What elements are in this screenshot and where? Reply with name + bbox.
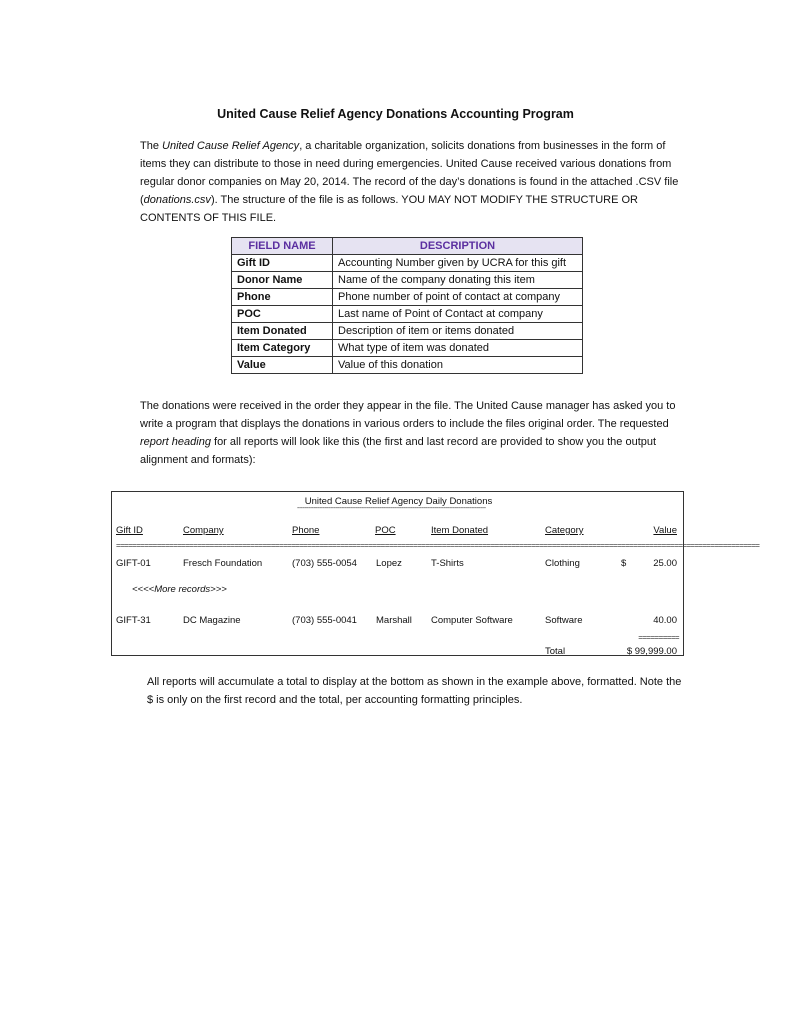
intro-text-2: , a charitable organization, solicits donations from businesses in the form of items they can distribute to those in need during emergencies. United Cause received various donations from regular donor companies on May 20, 2014. The record of the day’s donations is found in the attached .CSV file ( xyxy=(140,140,679,206)
header-description: DESCRIPTION xyxy=(333,238,583,255)
field-name: Phone xyxy=(232,289,333,306)
row1-dollar: $ xyxy=(621,558,627,569)
field-description: Last name of Point of Contact at company xyxy=(333,306,583,323)
field-description: Name of the company donating this item xyxy=(333,272,583,289)
row1-gift-id: GIFT-01 xyxy=(116,558,151,569)
col-header-company: Company xyxy=(183,525,224,536)
row2-category: Software xyxy=(545,615,583,626)
middle-text-1: The donations were received in the order they appear in the file. The United Cause manager has asked you to write a program that displays the donations in various orders to include the files original order. The requested xyxy=(140,400,676,430)
row1-company: Fresch Foundation xyxy=(183,558,263,569)
total-separator: ========== xyxy=(638,633,679,642)
field-name: Item Donated xyxy=(232,323,333,340)
table-row xyxy=(232,272,583,289)
table-row xyxy=(232,289,583,306)
row1-value: 25.00 xyxy=(653,558,677,569)
row1-item: T-Shirts xyxy=(431,558,464,569)
report-heading-term: report heading xyxy=(140,436,211,448)
row1-poc: Lopez xyxy=(376,558,402,569)
header-field-name: FIELD NAME xyxy=(232,238,333,255)
row2-item: Computer Software xyxy=(431,615,513,626)
agency-name: United Cause Relief Agency xyxy=(162,140,300,152)
table-row xyxy=(232,255,583,272)
field-description: Phone number of point of contact at company xyxy=(333,289,583,306)
table-header-row xyxy=(232,238,583,255)
total-value: $ 99,999.00 xyxy=(626,646,677,657)
intro-paragraph xyxy=(140,137,680,227)
col-header-gift-id: Gift ID xyxy=(116,525,143,536)
total-label: Total xyxy=(545,646,566,657)
closing-paragraph: All reports will accumulate a total to display at the bottom as shown in the example above, formatted. Note the $ is only on the first record and the total, per accounting formatting principles. xyxy=(147,676,682,706)
report-title-underline: ------------------------------------------------------------------------------------------------------- xyxy=(297,505,486,512)
more-records-placeholder: <<<<More records>>> xyxy=(132,584,227,595)
row2-gift-id: GIFT-31 xyxy=(116,615,151,626)
middle-paragraph xyxy=(140,397,680,469)
field-name: Item Category xyxy=(232,340,333,357)
page-title: United Cause Relief Agency Donations Accounting Program xyxy=(217,107,574,121)
intro-text-3: ). The structure of the file is as follows. YOU MAY NOT MODIFY THE STRUCTURE OR CONTENTS OF THIS FILE. xyxy=(140,194,639,224)
field-description: Accounting Number given by UCRA for this gift xyxy=(333,255,583,272)
row2-company: DC Magazine xyxy=(183,615,241,626)
field-name: POC xyxy=(232,306,333,323)
col-header-category: Category xyxy=(545,525,584,536)
row2-phone: (703) 555-0041 xyxy=(292,615,357,626)
table-row xyxy=(232,357,583,374)
table-row xyxy=(232,306,583,323)
row1-category: Clothing xyxy=(545,558,580,569)
field-name: Value xyxy=(232,357,333,374)
intro-text-1: The xyxy=(140,140,163,152)
row2-value: 40.00 xyxy=(653,615,677,626)
file-name: donations.csv xyxy=(143,194,211,206)
table-row xyxy=(232,323,583,340)
col-header-item-donated: Item Donated xyxy=(431,525,489,536)
report-title: United Cause Relief Agency Daily Donations xyxy=(304,496,493,507)
middle-text-2: for all reports will look like this (the first and last record are provided to show you the output alignment and formats): xyxy=(140,436,657,466)
sample-report xyxy=(111,491,760,657)
field-description: Description of item or items donated xyxy=(333,323,583,340)
field-name: Gift ID xyxy=(232,255,333,272)
col-header-value: Value xyxy=(653,525,677,536)
field-description: What type of item was donated xyxy=(333,340,583,357)
col-header-phone: Phone xyxy=(292,525,320,536)
header-separator: ============================================================================================================================================================== xyxy=(116,541,760,550)
row2-poc: Marshall xyxy=(376,615,412,626)
row1-phone: (703) 555-0054 xyxy=(292,558,357,569)
table-row xyxy=(232,340,583,357)
field-description: Value of this donation xyxy=(333,357,583,374)
field-name: Donor Name xyxy=(232,272,333,289)
col-header-poc: POC xyxy=(375,525,396,536)
field-structure-table xyxy=(231,237,583,374)
